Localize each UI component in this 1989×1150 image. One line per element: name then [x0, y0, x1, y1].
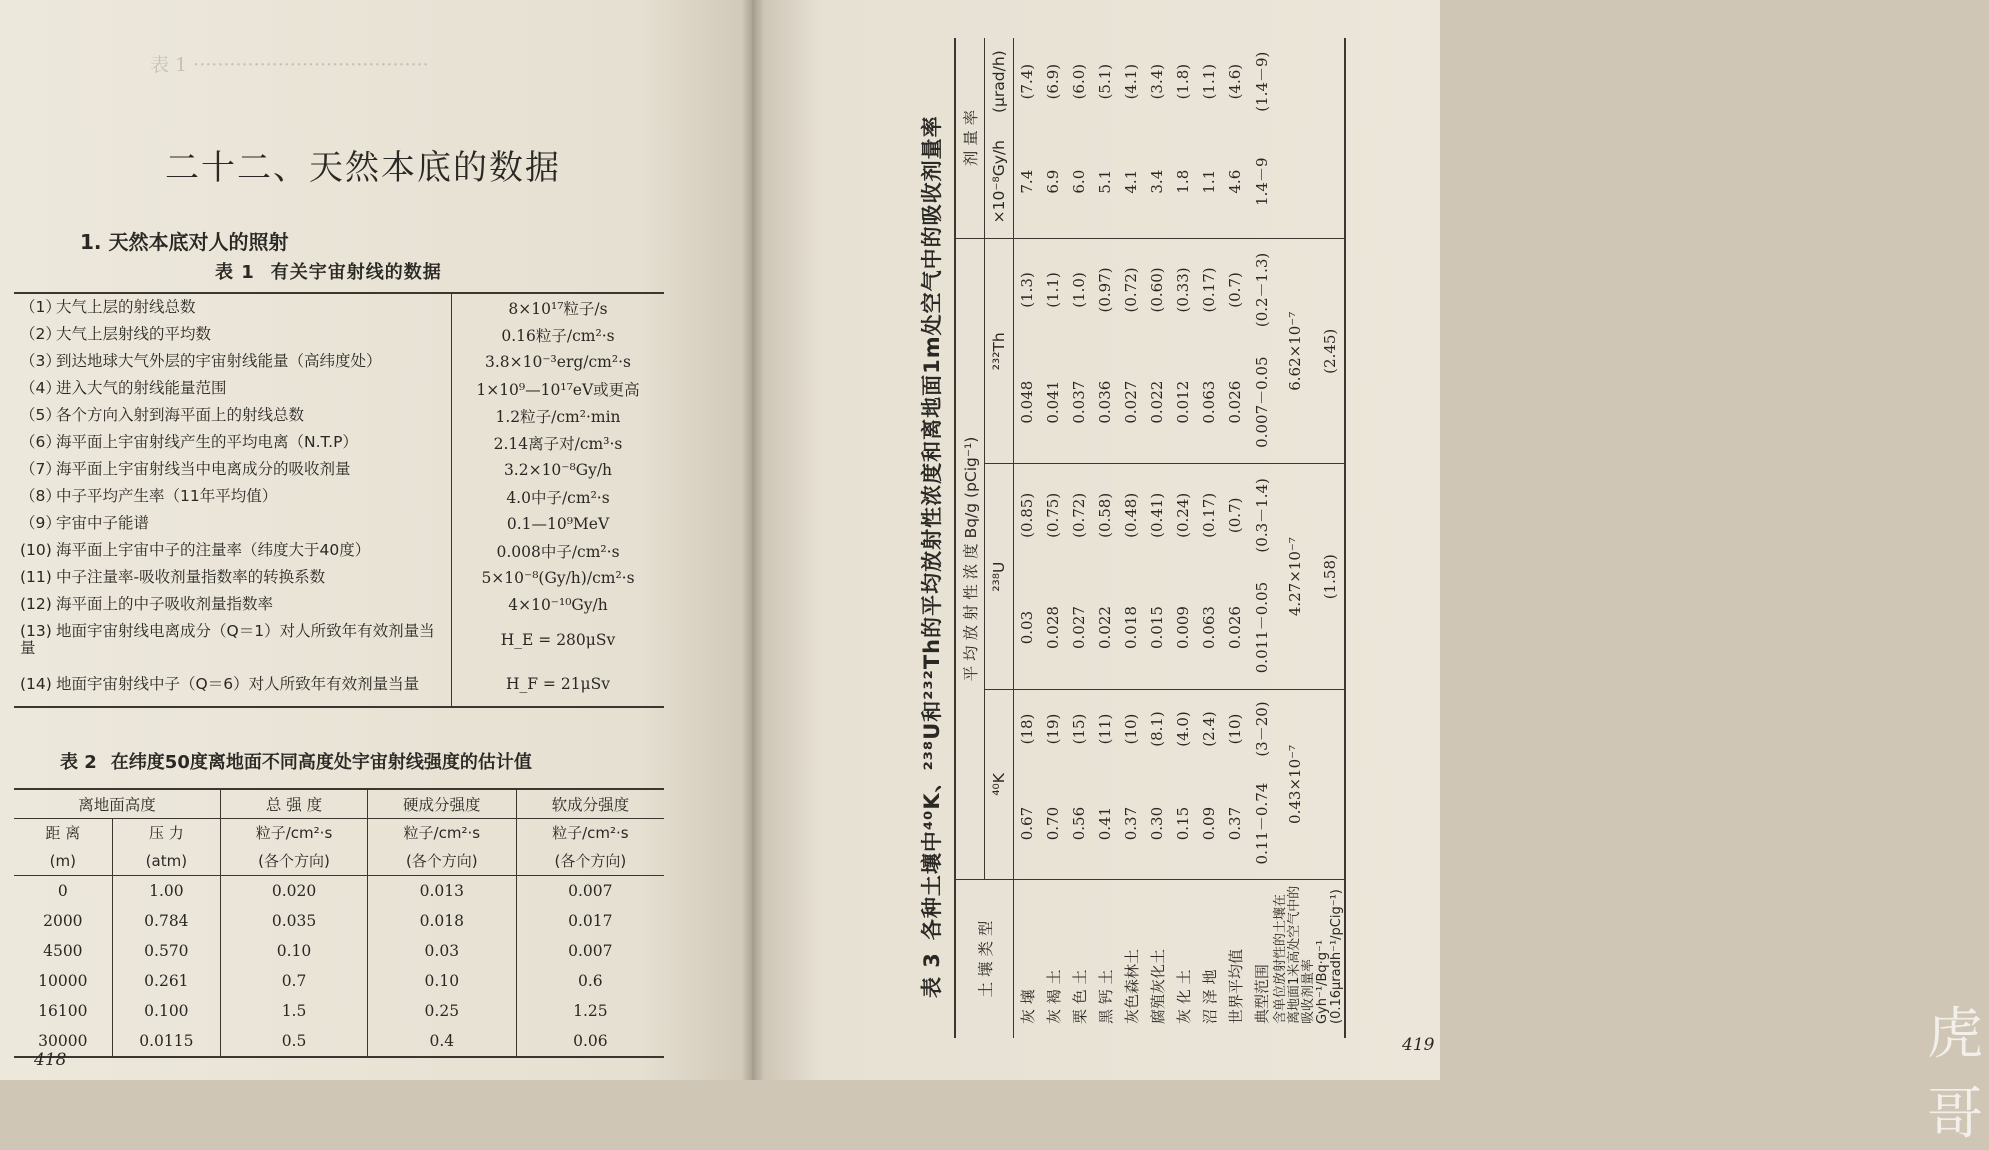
table3-cell-u-p: (0.17) [1200, 492, 1218, 538]
table3-cell-th-p: (0.97) [1096, 267, 1114, 313]
table3-cell-dose-p: (7.4) [1018, 63, 1036, 100]
table2-cell-pressure: 1.00 [112, 876, 220, 907]
table3-cell-th: 0.037 [1066, 341, 1092, 464]
table2-cell-hard: 0.4 [367, 1026, 516, 1057]
table3-row [1222, 38, 1248, 1038]
table1-item [14, 293, 452, 321]
table1-value: 2.14离子对/cm³·s [452, 429, 665, 456]
table1-row [14, 618, 664, 662]
table3-caption [916, 103, 946, 998]
table1-row [14, 293, 664, 321]
table1-item [14, 537, 452, 564]
table3-cell-th-p: (0.17) [1200, 267, 1218, 313]
table1-item-text: 到达地球大气外层的宇宙射线能量（高纬度处） [56, 352, 382, 370]
table3-cell-u: 0.063 [1196, 566, 1222, 689]
table3-cell-soil: 沼 泽 地 [1200, 969, 1219, 1024]
table1-value: 0.1—10⁹MeV [452, 510, 665, 537]
table2-row [14, 876, 664, 907]
header-pressure: 压 力 [112, 819, 220, 848]
table3-cell-dose-p: (3.4) [1148, 63, 1166, 100]
table1-item-number: (13) [20, 622, 52, 640]
rotated-table3-container [914, 38, 1494, 1038]
table1-item-number: (14) [20, 674, 52, 693]
table1-item [14, 662, 452, 707]
table3-cell-soil: 灰 化 土 [1174, 969, 1193, 1024]
table1-value: 4.0中子/cm²·s [452, 483, 665, 510]
table1-item-text: 大气上层的射线总数 [56, 298, 196, 316]
table2-cell-distance: 10000 [38, 972, 88, 990]
header-distance-unit: (m) [49, 852, 76, 870]
header-height: 离地面高度 [78, 796, 156, 814]
table3-cell-th: 0.036 [1092, 341, 1118, 464]
table3-cell-th: 0.007－0.05 [1248, 341, 1274, 464]
table2-cell-total: 1.5 [221, 996, 368, 1026]
watermark-logo: 虎哥 [1927, 1002, 1989, 1147]
table3-cell-th-p: (1.3) [1018, 272, 1036, 308]
table1-value: 0.16粒子/cm²·s [452, 321, 665, 348]
table3-cell-k: 0.37 [1118, 768, 1144, 879]
table3-cell-dose: 7.4 [1014, 125, 1041, 238]
table1-value: 3.8×10⁻³erg/cm²·s [452, 348, 665, 375]
table2-cell-pressure: 0.784 [112, 906, 220, 936]
table3-row [1248, 38, 1274, 1038]
table3-cell-dose: 1.8 [1170, 125, 1196, 238]
table3-cell-u-p: (0.3－1.4) [1252, 478, 1271, 553]
table2-cell-soft: 0.007 [516, 936, 664, 966]
header-pressure-unit: (atm) [112, 847, 220, 876]
table1-title: 有关宇宙射线的数据 [270, 262, 442, 283]
table3-title: 各种土壤中⁴⁰K、²³⁸U和²³²Th的平均放射性浓度和离地面1m处空气中的吸收剂量率 [920, 115, 944, 941]
table3-cell-k: 0.37 [1222, 768, 1248, 879]
table2-row [14, 966, 664, 996]
table1-row [14, 429, 664, 456]
header-total-direction: (各个方向) [221, 847, 368, 876]
table3-row [1144, 38, 1170, 1038]
table3-cell-k-p: (2.4) [1200, 711, 1218, 747]
table1-item-text: 海平面上宇宙射线当中电离成分的吸收剂量 [56, 460, 351, 478]
table1-item-number: （4） [20, 379, 61, 397]
table3-cell-dose: 6.0 [1066, 125, 1092, 238]
table3-cell-k-p: (4.0) [1174, 711, 1192, 747]
header-dose-unit: ×10⁻⁸Gy/h [985, 125, 1014, 238]
table3-cell-k: 0.41 [1092, 768, 1118, 879]
table3-cell-dose: 6.9 [1040, 125, 1066, 238]
table2-row [14, 996, 664, 1026]
table2-cell-hard: 0.10 [367, 966, 516, 996]
table3-cell-u-p: (0.41) [1148, 492, 1166, 538]
table2-cell-total: 0.7 [221, 966, 368, 996]
table1-item [14, 402, 452, 429]
table3-row [1066, 38, 1092, 1038]
table1-item [14, 591, 452, 618]
table1-value: 5×10⁻⁸(Gy/h)/cm²·s [452, 564, 665, 591]
header-dose-unit-alt: (μrad/h) [990, 50, 1008, 113]
table3-cell-u: 0.022 [1092, 566, 1118, 689]
table3-cell-u-p: (0.58) [1096, 492, 1114, 538]
table3-cell-soil: 世界平均值 [1226, 948, 1245, 1024]
table3-cell-k: 0.09 [1196, 768, 1222, 879]
header-soft-direction: (各个方向) [516, 847, 664, 876]
table2-label: 表 2 [60, 752, 97, 773]
table2-row [14, 936, 664, 966]
table3-cell-th-p: (1.1) [1044, 272, 1062, 308]
table1-item-text: 进入大气的射线能量范围 [56, 379, 227, 397]
table3-cell-th: 0.026 [1222, 341, 1248, 464]
table3-cell-dose-p: (6.9) [1044, 63, 1062, 100]
table3-cell-k-p: (18) [1018, 713, 1036, 745]
table3-cell-k: 0.15 [1170, 768, 1196, 879]
table2-cell-pressure: 0.570 [112, 936, 220, 966]
table3-cell-dose: 4.1 [1118, 125, 1144, 238]
table3-label: 表 3 [920, 952, 944, 998]
table1-item [14, 429, 452, 456]
table3-cell-u: 0.03 [1014, 566, 1041, 689]
page-number-right: 419 [1402, 1035, 1435, 1055]
table1-item-text: 地面宇宙射线中子（Q＝6）对人所致年有效剂量当量 [56, 674, 420, 693]
right-page [752, 0, 1989, 1147]
table2-cell-soft: 0.007 [516, 876, 664, 907]
header-hard: 硬成分强度 [367, 789, 516, 819]
table3-cell-dose-p: (5.1) [1096, 63, 1114, 100]
table2-cell-distance: 30000 [38, 1032, 88, 1050]
table3-cell-k-p: (8.1) [1148, 711, 1166, 747]
table1-row [14, 402, 664, 429]
table1-item-number: （9） [20, 514, 61, 532]
table3-cell-k-p: (19) [1044, 713, 1062, 745]
table2-cell-total: 0.035 [221, 906, 368, 936]
table3-cell-dose: 5.1 [1092, 125, 1118, 238]
table3-cell-k: 0.67 [1014, 768, 1041, 879]
table3-cell-dose: 4.6 [1222, 125, 1248, 238]
bleed-through-text: 表 1 ······································· [150, 54, 429, 76]
table1-item-number: （7） [20, 460, 61, 478]
header-concentration: 平 均 放 射 性 浓 度 Bq/g (pCig⁻¹) [955, 239, 985, 880]
table3-cell-u-p: (0.7) [1226, 497, 1244, 534]
header-soil-type: 土 壤 类 型 [976, 920, 995, 998]
header-dose-rate: 剂 量 率 [955, 38, 985, 239]
table3-cell-th-p: (0.72) [1122, 267, 1140, 313]
table1-item [14, 456, 452, 483]
table1-row [14, 537, 664, 564]
table2-cell-distance: 2000 [43, 912, 83, 930]
table1-item [14, 321, 452, 348]
table2-cell-total: 0.5 [221, 1026, 368, 1057]
table3-cell-dose-p: (1.4－9) [1252, 51, 1271, 112]
table3-cell-k: 0.30 [1144, 768, 1170, 879]
table1-item-text: 海平面上的中子吸收剂量指数率 [56, 595, 274, 613]
table3-cell-dose: 1.1 [1196, 125, 1222, 238]
cosmic-ray-data-table [14, 292, 664, 708]
table2-cell-soft: 0.6 [516, 966, 664, 996]
table3-cell-soil: 典型范围 [1252, 963, 1271, 1024]
table3-cell-u: 0.015 [1144, 566, 1170, 689]
table1-item [14, 483, 452, 510]
table1-item-text: 海平面上宇宙射线产生的平均电离（N.T.P） [56, 433, 358, 451]
table1-row [14, 564, 664, 591]
table3-cell-k-p: (10) [1226, 713, 1244, 745]
table2-cell-pressure: 0.100 [112, 996, 220, 1026]
table1-item-text: 地面宇宙射线电离成分（Q＝1）对人所致年有效剂量当量 [20, 622, 435, 657]
table3-cell-soil: 腐殖灰化土 [1148, 948, 1167, 1024]
table3-cell-soil: 灰 壤 [1018, 989, 1037, 1024]
header-hard-direction: (各个方向) [367, 847, 516, 876]
table1-row [14, 510, 664, 537]
table3-cell-u-p: (0.24) [1174, 492, 1192, 538]
table1-label: 表 1 [215, 262, 255, 283]
table3-cell-k-p: (11) [1096, 713, 1114, 745]
header-th232: ²³²Th [985, 239, 1014, 464]
table3-cell-u: 0.009 [1170, 566, 1196, 689]
conversion-th: 6.62×10⁻⁷ [1274, 239, 1316, 464]
table3-row [1014, 38, 1041, 1038]
table1-item-text: 中子平均产生率（11年平均值） [56, 487, 278, 505]
cosmic-ray-intensity-table [14, 788, 664, 1058]
page-number-left: 418 [34, 1050, 67, 1070]
table1-item-number: (12) [20, 595, 52, 613]
table3-cell-k: 0.56 [1066, 768, 1092, 879]
table3-cell-u: 0.011－0.05 [1248, 566, 1274, 689]
table3-cell-dose: 3.4 [1144, 125, 1170, 238]
table1-caption [215, 258, 458, 284]
table3-cell-soil: 黑 钙 土 [1096, 969, 1115, 1024]
table1-row [14, 456, 664, 483]
table1-item-text: 海平面上宇宙中子的注量率（纬度大于40度） [56, 541, 371, 559]
table3-cell-k-p: (3－20) [1252, 701, 1271, 757]
table3-cell-soil: 灰 褐 土 [1044, 969, 1063, 1024]
table1-item-number: （3） [20, 352, 61, 370]
table1-item-text: 大气上层射线的平均数 [56, 325, 212, 343]
book-gutter [742, 0, 764, 1080]
table3-cell-soil: 灰色森林土 [1122, 948, 1141, 1024]
table3-cell-k: 0.11－0.74 [1248, 768, 1274, 879]
table3-cell-u-p: (0.72) [1070, 492, 1088, 538]
table2-row [14, 1026, 664, 1057]
header-soft: 软成分强度 [516, 789, 664, 819]
table2-cell-pressure: 0.0115 [112, 1026, 220, 1057]
table1-value: 1×10⁹—10¹⁷eV或更高 [452, 375, 665, 402]
table2-title: 在纬度50度离地面不同高度处宇宙射线强度的估计值 [110, 752, 532, 773]
table1-value: H_E = 280μSv [452, 618, 665, 662]
table3-cell-u-p: (0.48) [1122, 492, 1140, 538]
table2-cell-distance: 16100 [38, 1002, 88, 1020]
table3-cell-th: 0.063 [1196, 341, 1222, 464]
table2-cell-soft: 0.017 [516, 906, 664, 936]
table3-cell-th: 0.041 [1040, 341, 1066, 464]
table1-item-number: （5） [20, 406, 61, 424]
table1-row [14, 662, 664, 707]
table1-item-number: （8） [20, 487, 61, 505]
table3-cell-th: 0.048 [1014, 341, 1041, 464]
table3-cell-k: 0.70 [1040, 768, 1066, 879]
unit-row-u: (1.58) [1316, 464, 1345, 689]
table2-cell-total: 0.020 [221, 876, 368, 907]
table3-cell-dose-p: (4.1) [1122, 63, 1140, 100]
header-soft-unit: 粒子/cm²·s [516, 819, 664, 848]
header-total-unit: 粒子/cm²·s [221, 819, 368, 848]
soil-radioactivity-table [954, 38, 1346, 1038]
table1-item [14, 348, 452, 375]
table1-value: 4×10⁻¹⁰Gy/h [452, 591, 665, 618]
table1-value: 3.2×10⁻⁸Gy/h [452, 456, 665, 483]
table3-cell-soil: 栗 色 土 [1070, 969, 1089, 1024]
header-u238: ²³⁸U [985, 464, 1014, 689]
table3-cell-th-p: (0.33) [1174, 267, 1192, 313]
table1-value: 8×10¹⁷粒子/s [452, 293, 665, 321]
table2-cell-hard: 0.013 [367, 876, 516, 907]
table3-cell-u: 0.026 [1222, 566, 1248, 689]
table2-cell-distance: 4500 [43, 942, 83, 960]
table3-cell-th: 0.022 [1144, 341, 1170, 464]
table3-cell-u: 0.018 [1118, 566, 1144, 689]
chapter-title: 二十二、天然本底的数据 [165, 148, 561, 188]
table1-item-text: 宇宙中子能谱 [56, 514, 150, 532]
table3-cell-k-p: (10) [1122, 713, 1140, 745]
header-k40: ⁴⁰K [985, 689, 1014, 879]
table3-cell-u: 0.027 [1066, 566, 1092, 689]
table3-cell-th-p: (1.0) [1070, 272, 1088, 308]
table1-row [14, 591, 664, 618]
unit-row-th: (2.45) [1316, 239, 1345, 464]
table1-item-number: （6） [20, 433, 61, 451]
table3-row [1092, 38, 1118, 1038]
table3-cell-k-p: (15) [1070, 713, 1088, 745]
conversion-label: 含单位放射性的土壤在离地面1米高处空气中的吸收剂量率 [1273, 885, 1316, 1024]
table2-cell-total: 0.10 [221, 936, 368, 966]
table1-value: H_F = 21μSv [452, 662, 665, 707]
table1-item [14, 618, 452, 662]
table1-item-number: (10) [20, 541, 52, 559]
table2-cell-hard: 0.018 [367, 906, 516, 936]
header-total: 总 强 度 [221, 789, 368, 819]
table2-cell-pressure: 0.261 [112, 966, 220, 996]
table1-row [14, 321, 664, 348]
table2-cell-soft: 1.25 [516, 996, 664, 1026]
table3-cell-u-p: (0.85) [1018, 492, 1036, 538]
table3-cell-th-p: (0.2－1.3) [1252, 252, 1271, 328]
table3-cell-dose-p: (4.6) [1226, 63, 1244, 100]
table1-value: 0.008中子/cm²·s [452, 537, 665, 564]
left-page [0, 0, 752, 1080]
table3-row [1118, 38, 1144, 1038]
table1-item-number: （1） [20, 298, 61, 316]
table3-cell-dose-p: (1.8) [1174, 63, 1192, 100]
table1-item [14, 375, 452, 402]
table1-item-number: （2） [20, 325, 61, 343]
table3-cell-dose-p: (6.0) [1070, 63, 1088, 100]
table3-cell-th-p: (0.60) [1148, 267, 1166, 313]
table1-row [14, 348, 664, 375]
table1-item [14, 510, 452, 537]
table3-cell-dose-p: (1.1) [1200, 63, 1218, 100]
table1-item-number: (11) [20, 568, 52, 586]
table1-item-text: 中子注量率-吸收剂量指数率的转换系数 [56, 568, 326, 586]
table2-caption [60, 748, 546, 774]
table2-cell-hard: 0.25 [367, 996, 516, 1026]
conversion-u: 4.27×10⁻⁷ [1274, 464, 1316, 689]
table3-row [1040, 38, 1066, 1038]
table3-cell-th-p: (0.7) [1226, 272, 1244, 308]
table2-cell-distance: 0 [57, 882, 68, 900]
table1-item-text: 各个方向入射到海平面上的射线总数 [56, 406, 305, 424]
table1-value: 1.2粒子/cm²·min [452, 402, 665, 429]
header-distance: 距 离 [45, 824, 81, 842]
table3-cell-dose: 1.4－9 [1248, 125, 1274, 238]
table3-cell-th: 0.027 [1118, 341, 1144, 464]
table3-row [1196, 38, 1222, 1038]
unit-row-label: Gyh⁻¹/Bq·g⁻¹ (0.16μradh⁻¹/pCig⁻¹) [1315, 889, 1344, 1024]
table2-cell-soft: 0.06 [516, 1026, 664, 1057]
header-hard-unit: 粒子/cm²·s [367, 819, 516, 848]
conversion-k: 0.43×10⁻⁷ [1274, 689, 1316, 879]
table1-row [14, 375, 664, 402]
table3-row [1170, 38, 1196, 1038]
table1-row [14, 483, 664, 510]
table2-cell-hard: 0.03 [367, 936, 516, 966]
table1-item [14, 564, 452, 591]
table2-row [14, 906, 664, 936]
table3-cell-th: 0.012 [1170, 341, 1196, 464]
table3-cell-u-p: (0.75) [1044, 492, 1062, 538]
section-title: 1. 天然本底对人的照射 [80, 230, 289, 254]
table3-cell-u: 0.028 [1040, 566, 1066, 689]
